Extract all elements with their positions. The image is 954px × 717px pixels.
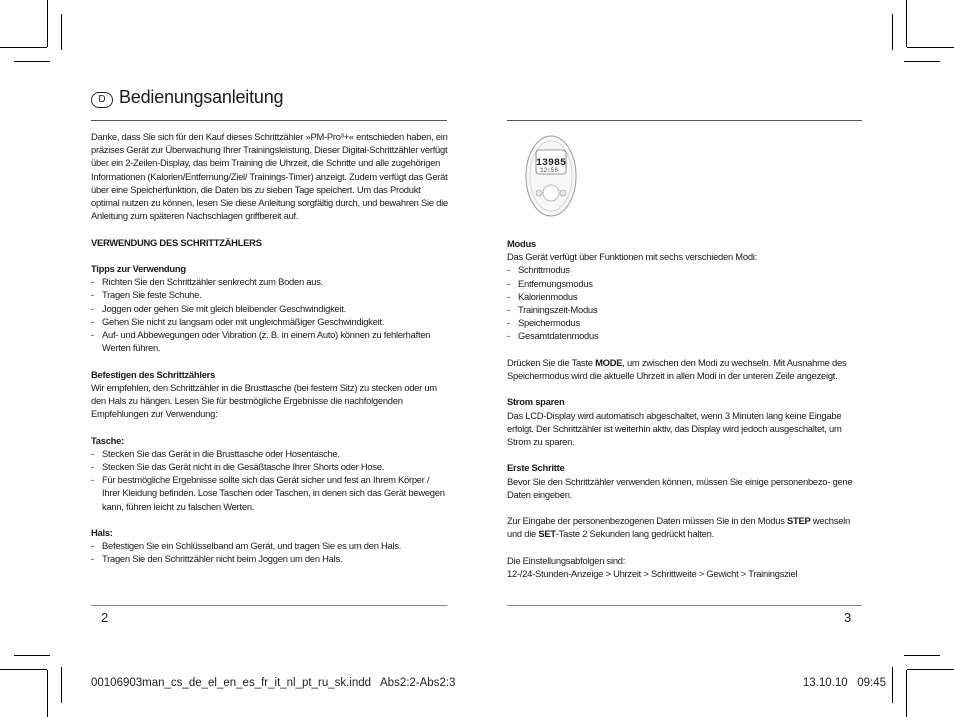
crop-mark	[47, 670, 48, 717]
device-display-time: 12:58	[539, 167, 559, 174]
crop-mark	[906, 0, 907, 47]
attach-paragraph: Wir empfehlen, den Schrittzähler in die Brusttasche (bei festem Sitz) zu stecken oder um den Hals zu hängen. Lesen Sie für bestmögliche Ergebnisse die nachfolgenden Empfehlungen zur Verwendung:	[91, 381, 437, 420]
crop-mark	[907, 47, 954, 48]
crop-mark	[906, 670, 907, 717]
power-heading: Strom sparen	[507, 396, 565, 408]
crop-mark	[61, 667, 62, 703]
right-top-rule	[507, 120, 862, 121]
crop-mark	[61, 14, 62, 50]
list-item: - Stecken Sie das Gerät in die Brusttasche oder Hosentasche.	[91, 447, 449, 460]
step-key: STEP	[787, 515, 811, 527]
neck-heading: Hals:	[91, 527, 113, 539]
mode-press-paragraph: Drücken Sie die Taste MODE, um zwischen den Modi zu wechseln. Mit Ausnahme des Speichermodus wird die aktuelle Uhrzeit in allen Modi in der unteren Zeile angezeigt.	[507, 356, 847, 382]
list-item: - Befestigen Sie ein Schlüsselband am Gerät, und tragen Sie es um den Hals.	[91, 539, 449, 552]
left-column	[91, 130, 449, 566]
footer-datetime: 13.10.10 09:45	[802, 677, 886, 689]
crop-mark	[0, 47, 47, 48]
first-steps-heading: Erste Schritte	[507, 462, 565, 474]
list-item: - Richten Sie den Schrittzähler senkrecht zum Boden aus.	[91, 275, 449, 288]
tips-heading: Tipps zur Verwendung	[91, 263, 186, 274]
list-item: - Schrittmodus	[507, 263, 865, 276]
crop-mark	[0, 669, 47, 670]
intro-paragraph: Danke, dass Sie sich für den Kauf dieses Schrittzähler »PM-Pro³+« entschieden haben, ein präzises Gerät zur Überwachung Ihrer Trainingsleistung. Dieser Digital-Schrittzähler verfügt über ein 2-Zeilen-Display, das beim Training die Uhrzeit, die Schritte und alle zugehörigen Informationen (Kalorien/Entfernung/Ziel/ Trainings-Timer) anzeigt. Zudem verfügt das Gerät über eine Speicherfunktion, die Daten bis zu sieben Tage speichert. Um das Produkt optimal nutzen zu können, lesen Sie diese Anleitung sorgfältig durch, und bewahren Sie die Anleitung zum späteren Nachschlagen griffbereit auf.	[91, 131, 448, 222]
crop-mark	[892, 14, 893, 50]
pocket-list	[91, 447, 449, 513]
crop-mark	[14, 655, 50, 656]
right-column	[507, 237, 865, 580]
sequence-paragraph: 12-/24-Stunden-Anzeige > Uhrzeit > Schrittweite > Gewicht > Trainingsziel	[507, 568, 798, 579]
page-number-right: 3	[844, 610, 852, 625]
input-paragraph: Zur Eingabe der personenbezogenen Daten müssen Sie in den Modus STEP wechseln und die SET-Taste 2 Sekunden lang gedrückt halten.	[507, 515, 850, 540]
list-item: - Trainingszeit-Modus	[507, 303, 865, 316]
crop-mark	[907, 669, 954, 670]
sequence-heading: Die Einstellungsabfolgen sind:	[507, 554, 626, 566]
list-item: - Kalorienmodus	[507, 290, 865, 303]
left-bottom-rule	[91, 605, 447, 606]
list-item: - Joggen oder gehen Sie mit gleich bleibender Geschwindigkeit.	[91, 302, 449, 315]
list-item: - Tragen Sie feste Schuhe.	[91, 288, 449, 301]
crop-mark	[14, 61, 50, 62]
left-top-rule	[91, 120, 447, 121]
pedometer-illustration	[525, 135, 577, 217]
attach-heading: Befestigen des Schrittzählers	[91, 368, 216, 380]
list-item: - Stecken Sie das Gerät nicht in die Gesäßtasche Ihrer Shorts oder Hose.	[91, 460, 449, 473]
list-item: - Auf- und Abbewegungen oder Vibration (z. B. in einem Auto) können zu fehlerhaften Werten führen.	[91, 328, 449, 354]
right-bottom-rule	[507, 605, 862, 606]
list-item: - Gesamtdatenmodus	[507, 329, 865, 342]
list-item: - Entfernungsmodus	[507, 277, 865, 290]
list-item: - Gehen Sie nicht zu langsam oder mit ungleichmäßiger Geschwindigkeit.	[91, 315, 449, 328]
list-item: - Für bestmögliche Ergebnisse sollte sich das Gerät sicher und fest an Ihrem Körper / Ihrer Kleidung befinden. Lose Taschen oder Taschen, in denen sich das Gerät bewegen kann, führen leicht zu falschen Werten.	[91, 473, 449, 513]
power-paragraph: Das LCD-Display wird automatisch abgeschaltet, wenn 3 Minuten lang keine Eingabe erfolgt. Der Schrittzähler ist weiterhin aktiv, das Display wird jedoch ausgeschaltet, um Strom zu sparen.	[507, 409, 842, 448]
usage-heading: VERWENDUNG DES SCHRITTZÄHLERS	[91, 236, 262, 248]
page-number-left: 2	[101, 610, 109, 625]
modus-heading: Modus	[507, 238, 536, 249]
tips-list	[91, 275, 449, 354]
neck-list	[91, 539, 449, 565]
modus-paragraph: Das Gerät verfügt über Funktionen mit sechs verschieden Modi:	[507, 251, 757, 263]
device-display-steps: 13985	[535, 158, 567, 169]
language-badge: D	[91, 92, 113, 108]
page-title: Bedienungsanleitung	[119, 87, 284, 107]
set-key: SET	[538, 528, 556, 540]
modes-list	[507, 263, 865, 342]
pocket-heading: Tasche:	[91, 434, 124, 446]
crop-mark	[47, 0, 48, 47]
crop-mark	[904, 61, 940, 62]
list-item: - Tragen Sie den Schrittzähler nicht beim Joggen um den Hals.	[91, 552, 449, 565]
footer-filename: 00106903man_cs_de_el_en_es_fr_it_nl_pt_ru_sk.indd Abs2:2-Abs2:3	[91, 677, 456, 689]
crop-mark	[904, 655, 940, 656]
crop-mark	[892, 667, 893, 703]
first-steps-paragraph: Bevor Sie den Schrittzähler verwenden können, müssen Sie einige personenbezo- gene Daten eingeben.	[507, 475, 853, 500]
mode-key: MODE	[595, 356, 623, 368]
list-item: - Speichermodus	[507, 316, 865, 329]
